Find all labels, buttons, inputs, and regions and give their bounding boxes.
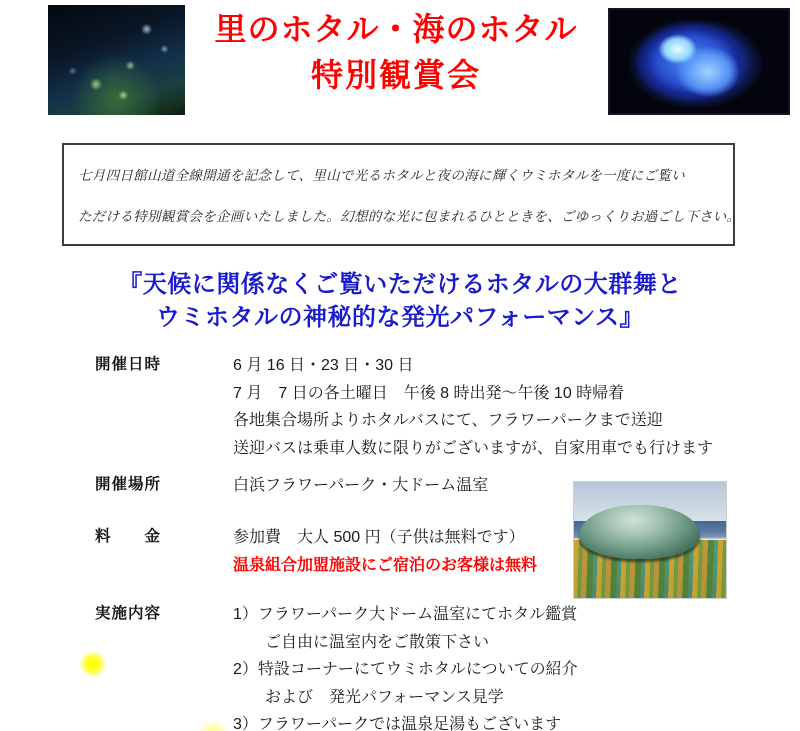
program-line: ご自由に温室内をご散策下さい bbox=[233, 633, 490, 651]
datetime-line: 7 月 7 日の各土曜日 午後 8 時出発～午後 10 時帰着 bbox=[233, 384, 625, 402]
firefly-glow-dot-partial bbox=[197, 720, 229, 731]
intro-line-1: 七月四日館山道全線開通を記念して、里山で光るホタルと夜の海に輝くウミホタルを一度にご覧い bbox=[78, 168, 685, 183]
program-line: 3）フラワーパークでは温泉足湯もございます bbox=[233, 716, 562, 731]
program-label: 実施内容 bbox=[95, 605, 162, 622]
fee-line: 参加費 大人 500 円（子供は無料です） bbox=[233, 529, 525, 546]
headline bbox=[0, 268, 800, 334]
datetime-label: 開催日時 bbox=[95, 356, 162, 373]
flyer-title bbox=[186, 6, 606, 98]
datetime-line: 6 月 16 日・23 日・30 日 bbox=[233, 357, 414, 374]
title-line-1: 里のホタル・海のホタル bbox=[214, 11, 578, 47]
venue-line: 白浜フラワーパーク・大ドーム温室 bbox=[233, 477, 489, 494]
program-lines bbox=[233, 601, 578, 731]
flower-park-dome-photo bbox=[573, 481, 727, 599]
firefly-glow-dot bbox=[80, 651, 106, 677]
datetime-lines bbox=[233, 352, 713, 462]
program-line: 1）フラワーパーク大ドーム温室にてホタル鑑賞 bbox=[233, 606, 578, 623]
headline-line-1: 『天候に関係なくご覧いただけるホタルの大群舞と bbox=[118, 271, 682, 298]
fee-label: 料 金 bbox=[95, 528, 162, 545]
program-line: 2）特設コーナーにてウミホタルについての紹介 bbox=[233, 661, 578, 678]
title-line-2: 特別観賞会 bbox=[310, 57, 481, 93]
dome-photo-greenhouse-dome bbox=[579, 505, 701, 558]
fee-free-note: 温泉組合加盟施設にご宿泊のお客様は無料 bbox=[233, 556, 538, 574]
program-line: および 発光パフォーマンス見学 bbox=[233, 688, 504, 706]
venue-label: 開催場所 bbox=[95, 476, 162, 493]
intro-line-2: ただける特別観賞会を企画いたしました。幻想的な光に包まれるひとときを、ごゆっくりお過ごし下さい。 bbox=[78, 209, 741, 224]
datetime-line: 各地集合場所よりホタルバスにて、フラワーパークまで送迎 bbox=[233, 412, 663, 429]
datetime-line: 送迎バスは乗車人数に限りがございますが、自家用車でも行けます bbox=[233, 439, 714, 457]
venue-lines bbox=[233, 472, 488, 500]
satoyama-fireflies-photo bbox=[48, 5, 185, 115]
fee-lines bbox=[233, 524, 537, 579]
intro-box bbox=[62, 143, 741, 246]
umihotaru-glow-photo bbox=[608, 8, 790, 115]
headline-line-2: ウミホタルの神秘的な発光パフォーマンス』 bbox=[155, 304, 645, 331]
